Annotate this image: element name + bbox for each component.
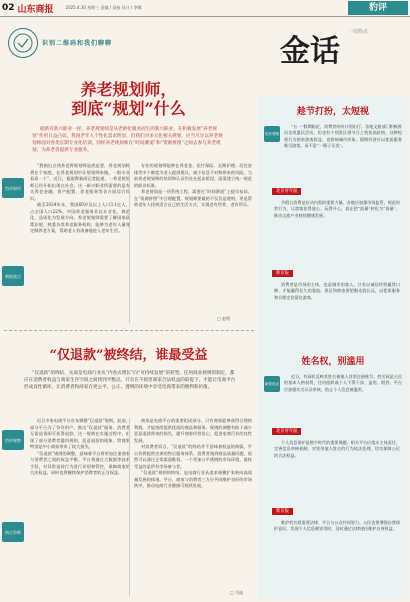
article1-p3: 专业的规划师能够在养老金、医疗保险、长期护理、居住安排等多个维度为老人提供建议，减少信息不对称带来的风险。当前养老规划师的培训和认证仍处在起步阶段，亟需建立统一规范的职业标准。 xyxy=(134,163,252,188)
sidebar-item1-tag1: 北京青年报 xyxy=(272,188,301,195)
article1-p2: 截至2024年末，我国60岁及以上人口3.1亿人，占全国人口22%。中国养老服务业以专业化、规范化、品质化为发展方向。养老规划师需要了解国家政策法规，熟悉各类养老服务机构，能够为老年人量身定制养老方案，帮助老人有准备地进入老年生活。 xyxy=(30,202,130,233)
column-badge-3: 豹评观察 xyxy=(2,430,24,450)
sidebar-item1-title: 趁节打扮，太短视 xyxy=(296,107,369,117)
article1-title-line1: 养老规划师， xyxy=(80,80,177,99)
sidebar-item2-body: 近日，有网民反映其姓名被他人冒用注册账号。姓名权是公民的基本人格权利，任何组织或个人不得干涉、盗用、假冒。平台应加强实名认证审核，防止个人信息被滥用。 xyxy=(284,374,402,392)
article2-lede: “仅退款”的终结，实质是电商行业从“内卷式增长”向“可持续发展”的转型。任何商业规则的制定，都应在消费者权益与商家生存空间之间找到平衡点。只有在不损害商家合法权益的前提下，才能让电商平台形成良性循环，让消费者和商家在更公平、公正、透明的环境中享受电商带来的便利和价值。 xyxy=(24,371,236,390)
column-divider-2 xyxy=(129,418,130,596)
column-divider xyxy=(129,163,130,323)
sidebar-badge-2: 新锐视点 xyxy=(264,376,280,392)
article2-p2: “仅退款”规则的调整，意味着平台将更加注重商家与消费者之间的权益平衡。平台将通过大数据等技术手段，对异常退款行为进行识别和管控，保障商家的合法权益，同时也将继续保护消费者的正当权益。 xyxy=(30,450,130,475)
article2-p4: 对消费者而言，“仅退款”的终结并不意味着权益的削弱。平台仍将提供完善的售后服务体系，消费者遇到商品质量问题，依然可以通过正常渠道维权。一个更加公平透明的市场环境，最终受益的是所有市场参与者。 xyxy=(134,444,252,469)
sidebar-item1-body3: 消费者是市场的主体，也是城市的客人。只有以诚信经营赢得口碑，才能赢得长久的客流。景区和商家要把眼光放长远，以优质服务和合理定价留住游客。 xyxy=(274,282,400,300)
sidebar-item1-body2: 节假日消费是拉动内需的重要力量。各地应加强市场监管，规范经营行为，让游客花得放心、玩得开心，真正把“流量”转化为“留量”，推动文旅产业持续健康发展。 xyxy=(274,200,400,218)
sidebar-item2-title: 姓名权，别滥用 xyxy=(301,357,365,367)
section-banner: 豹评 xyxy=(348,1,408,15)
page-header xyxy=(0,0,410,17)
article-separator xyxy=(4,330,254,331)
article1-title xyxy=(22,80,235,118)
column-badge-4: 热点争鸣 xyxy=(2,522,24,542)
sidebar-item2-tag2: 新京报 xyxy=(272,508,293,515)
article2-p5: “仅退款”规则的终结，是电商行业从追求规模扩张转向高质量发展的体现。平台、商家与消费者三方应共同维护良好的市场秩序，推动电商行业健康可持续发展。 xyxy=(134,470,252,488)
article1-col1 xyxy=(30,163,130,323)
sidebar xyxy=(258,18,408,600)
article2-title: “仅退款”被终结，谁最受益 xyxy=(49,348,208,363)
sidebar-title-art: 金话 xyxy=(280,34,340,69)
sidebar-item2-body2: 个人信息保护是数字时代的重要课题。相关平台应落实主体责任，完善信息审核机制，对冒用他人姓名的行为依法处理，切实保障公民的合法权益。 xyxy=(274,440,400,458)
sidebar-subtitle: 一周热议 xyxy=(348,29,369,35)
article2-col2 xyxy=(134,418,252,588)
newspaper-name: 山东商报 xyxy=(17,4,54,15)
column-slogan: 识别二维码和我们聊聊 xyxy=(42,40,113,47)
article2-byline: □ 马迪 xyxy=(230,590,244,595)
sidebar-badge-1: 豹评观察 xyxy=(264,126,280,142)
article1-p1: “我指出点钱养老将规划师是底是要，养老规划师将在个家庭，在养老规划中让规划师来做，一般专业看看一个”。近日，据澎湃新闻记者报道，一养老规划师已经开始出现在社会。这一新兴职业所需要的是有关养老金融、资产配置、养老服务等各方面综合知识。 xyxy=(30,163,130,201)
article1-p4: 养老规划是一项系统工程，需要在“时间赛道”上提早布局，在“资源拼图”中合理配置。规划师要做的不仅仅是理财，更是帮助老年人找到适合自己的生活方式，实现老有所养、老有所乐。 xyxy=(134,189,252,207)
article1-col2 xyxy=(134,163,252,313)
sidebar-item1-body: “五一”假期临近，消费者纷纷计划出行。各地文旅部门积极推出各类惠民活动，但也有个别景区借节日之机抬高价格，这种短视行为损害游客权益，也影响城市形象。假期经济应以优质服务吸引游客，而不是“一锤子买卖”。 xyxy=(284,124,402,148)
main-column xyxy=(2,18,255,600)
article1-title-line2: 到底“规划”什么 xyxy=(71,99,186,118)
article2-col1 xyxy=(30,418,130,596)
article2-p1: 近日多家电商平台宣布调整“仅退款”规则。此前，部分平台为了争夺用户，推出“仅退款”服务，消费者无需退货即可获得退款。这一规则在实施过程中，出现了部分消费者滥用规则、恶意退款的现象，给商家特别是中小商家带来了较大损失。 xyxy=(30,418,130,449)
sidebar-item2-body3: 维护姓名权需要法律、平台与公众共同努力。公民也要增强自我保护意识，发现个人信息被冒用时，及时通过法律途径维护自身权益。 xyxy=(274,520,400,532)
issue-meta: 2025.4.30 星期三 责编 / 责校 设计 / 李娜 xyxy=(65,5,142,10)
column-badge-1: 豹评财经 xyxy=(2,178,24,198)
article2-p3: 商家是电商平台的重要组成部分。只有商家能够获得合理的利润，才能持续提供优质的商品和服务。规则的调整有助于减少恶意退款带来的损失，提升商家经营信心，促进电商行业的良性发展。 xyxy=(134,418,252,443)
column-badge-2: 新锐视点 xyxy=(2,266,24,286)
article1-lede: 据新有新兴职业一样，养老规划师是从老龄化服务而生的新兴职业，在积极发展“养老规划”作用日益凸显。我国老年人个性化需求明显，但我们对多元化相关规划，应当尽早以养老规划师面对各类长期专业化培训，同样养老规划师在“时间赛道”和“资源拼图”之间去参与养老规划，为养老者提供专业服务。 xyxy=(32,127,223,153)
article1-byline: □ 赵明 xyxy=(217,316,231,321)
column-logo-icon xyxy=(8,28,38,58)
page-number: 02 xyxy=(2,3,15,13)
sidebar-item1-tag2: 新京报 xyxy=(272,270,293,277)
sidebar-item2-tag1: 北京青年报 xyxy=(272,428,301,435)
sidebar-panel xyxy=(258,96,408,600)
